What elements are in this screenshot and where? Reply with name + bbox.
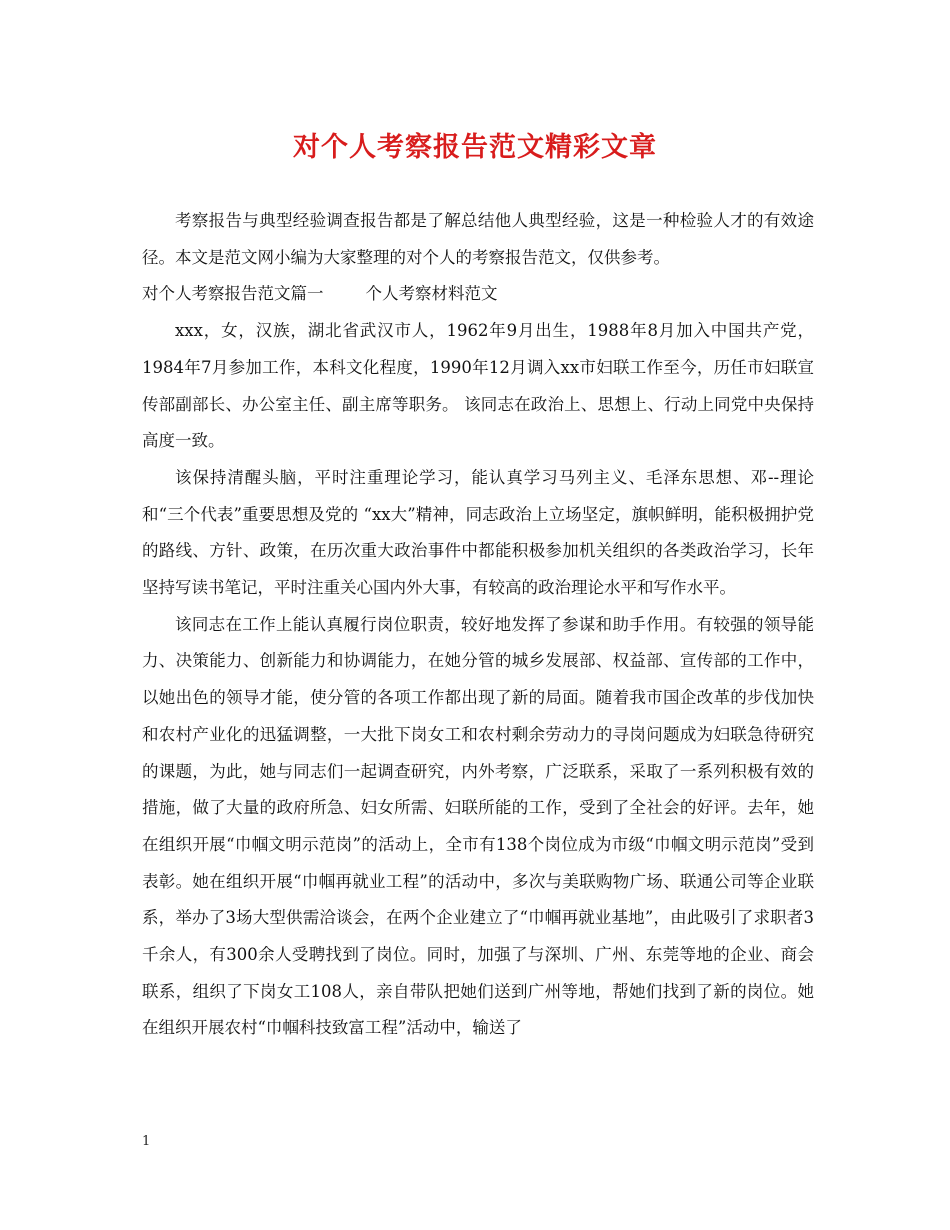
profile-paragraph: xxx，女，汉族，湖北省武汉市人，1962年9月出生，1988年8月加入中国共产党，1984年7月参加工作，本科文化程度，1990年12月调入xx市妇联工作至今，历任市妇联宣传部副部长、办公室主任、副主席等职务。 该同志在政治上、思想上、行动上同党中央保持高度一致。 — [142, 321, 814, 451]
document-title: 对个人考察报告范文精彩文章 — [293, 132, 657, 163]
section-heading — [142, 276, 814, 313]
intro-paragraph: 考察报告与典型经验调查报告都是了解总结他人典型经验，这是一种检验人才的有效途径。本文是范文网小编为大家整理的对个人的考察报告范文，仅供参考。 — [142, 211, 814, 267]
page-number: 1 — [142, 1134, 151, 1149]
political-paragraph: 该保持清醒头脑，平时注重理论学习，能认真学习马列主义、毛泽东思想、邓--理论和“三个代表”重要思想及党的 “xx大”精神，同志政治上立场坚定，旗帜鲜明，能积极拥护党的路线、方针、政策，在历次重大政治事件中都能积极参加机关组织的各类政治学习，长年坚持写读书笔记，平时注重关心国内外大事，有较高的政治理论水平和写作水平。 — [142, 467, 814, 598]
section-heading-title: 对个人考察报告范文篇一 — [142, 284, 324, 304]
document-body — [142, 203, 814, 1047]
section-heading-subtitle: 个人考察材料范文 — [365, 284, 498, 304]
work-paragraph: 该同志在工作上能认真履行岗位职责，较好地发挥了参谋和助手作用。有较强的领导能力、决策能力、创新能力和协调能力，在她分管的城乡发展部、权益部、宣传部的工作中，以她出色的领导才能，使分管的各项工作都出现了新的局面。随着我市国企改革的步伐加快和农村产业化的迅猛调整，一大批下岗女工和农村剩余劳动力的寻岗问题成为妇联急待研究的课题，为此，她与同志们一起调查研究，内外考察，广泛联系，采取了一系列积极有效的措施，做了大量的政府所急、妇女所需、妇联所能的工作，受到了全社会的好评。去年，她在组织开展“巾帼文明示范岗”的活动上，全市有138个岗位成为市级“巾帼文明示范岗”受到表彰。她在组织开展“巾帼再就业工程”的活动中，多次与美联购物广场、联通公司等企业联系，举办了3场大型供需洽谈会，在两个企业建立了“巾帼再就业基地”，由此吸引了求职者3千余人，有300余人受聘找到了岗位。同时，加强了与深圳、广州、东莞等地的企业、商会联系，组织了下岗女工108人，亲自带队把她们送到广州等地，帮她们找到了新的岗位。她在组织开展农村“巾帼科技致富工程”活动中，输送了 — [142, 614, 814, 1038]
